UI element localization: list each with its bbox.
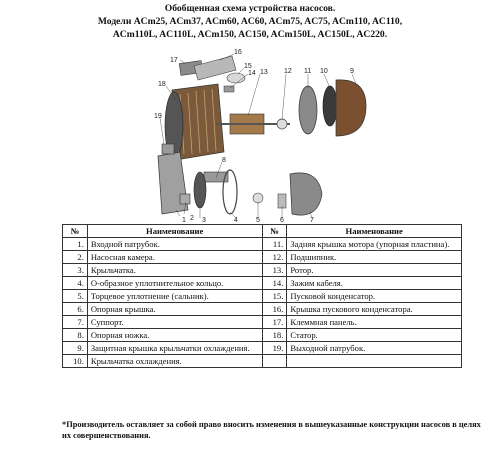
callout-17: 17 <box>170 57 178 64</box>
row-num-left: 1. <box>63 238 88 251</box>
callout-4: 4 <box>234 217 238 224</box>
outlet-port-part <box>162 144 174 154</box>
callout-10: 10 <box>320 68 328 75</box>
row-name-left: Входной патрубок. <box>87 238 262 251</box>
support-cover-part <box>278 194 286 208</box>
table-row <box>63 316 462 329</box>
callout-8: 8 <box>222 157 226 164</box>
table-row <box>63 251 462 264</box>
bracket-part <box>290 173 322 215</box>
row-num-left: 4. <box>63 277 88 290</box>
title-line-3: ACm110L, AC110L, ACm150, AC150, ACm150L, AC150L, AC220. <box>112 29 388 40</box>
title-line-1: Обобщенная схема устройства насосов. <box>164 3 336 14</box>
cooling-fan-part <box>323 86 337 126</box>
row-num-right: 13. <box>262 264 287 277</box>
row-name-left: Опорная ножка. <box>87 329 262 342</box>
row-num-left: 5. <box>63 290 88 303</box>
callout-6: 6 <box>280 217 284 224</box>
row-num-right: 14. <box>262 277 287 290</box>
fan-guard-part <box>336 80 366 136</box>
row-num-left: 8. <box>63 329 88 342</box>
header-name-left: Наименование <box>87 225 262 238</box>
table-row <box>63 355 462 368</box>
inlet-port-part <box>180 194 190 204</box>
callout-15: 15 <box>244 63 252 70</box>
row-name-right: Крышка пускового конденсатора. <box>287 303 462 316</box>
cable-clamp-part <box>224 86 234 92</box>
row-name-left: О-образное уплотнительное кольцо. <box>87 277 262 290</box>
row-num-left: 7. <box>63 316 88 329</box>
callout-9: 9 <box>350 68 354 75</box>
row-name-right: Статор. <box>287 329 462 342</box>
impeller-part <box>194 172 206 208</box>
header-num-left: № <box>63 225 88 238</box>
row-name-right: Клеммная панель. <box>287 316 462 329</box>
row-name-right: Пусковой конденсатор. <box>287 290 462 303</box>
mechanical-seal-part <box>253 193 263 203</box>
row-num-left: 9. <box>63 342 88 355</box>
callout-16: 16 <box>234 49 242 56</box>
callout-3: 3 <box>202 217 206 224</box>
row-name-left: Суппорт. <box>87 316 262 329</box>
row-name-right: Подшипник. <box>287 251 462 264</box>
row-name-left: Крыльчатка. <box>87 264 262 277</box>
footnote: *Производитель оставляет за собой право вносить изменения в вышеуказанные конструкции насосов в целях их совершенствования. <box>62 420 481 440</box>
header-name-right: Наименование <box>287 225 462 238</box>
callout-1: 1 <box>182 217 186 224</box>
row-name-left: Торцевое уплотнение (сальник). <box>87 290 262 303</box>
parts-table <box>62 224 462 368</box>
table-row <box>63 290 462 303</box>
row-num-right <box>262 355 287 368</box>
row-num-left: 3. <box>63 264 88 277</box>
table-row <box>63 342 462 355</box>
row-num-right: 18. <box>262 329 287 342</box>
row-num-left: 2. <box>63 251 88 264</box>
rear-cover-part <box>299 86 317 134</box>
pump-chamber-part <box>158 152 188 214</box>
callout-19: 19 <box>154 113 162 120</box>
bearing-part <box>277 119 287 129</box>
callout-12: 12 <box>284 68 292 75</box>
table-row <box>63 277 462 290</box>
title-line-2: Модели ACm25, ACm37, ACm60, AC60, ACm75, AC75, ACm110, AC110, <box>97 16 403 27</box>
row-num-left: 10. <box>63 355 88 368</box>
o-ring-part <box>223 170 237 214</box>
row-name-left: Опорная крышка. <box>87 303 262 316</box>
row-name-left: Насосная камера. <box>87 251 262 264</box>
table-row <box>63 238 462 251</box>
row-name-left: Крыльчатка охлаждения. <box>87 355 262 368</box>
exploded-pump-diagram <box>140 44 380 224</box>
row-num-right: 17. <box>262 316 287 329</box>
callout-18: 18 <box>158 81 166 88</box>
callout-5: 5 <box>256 217 260 224</box>
table-row <box>63 303 462 316</box>
row-num-right: 16. <box>262 303 287 316</box>
capacitor-part <box>227 73 245 83</box>
header-num-right: № <box>262 225 287 238</box>
row-name-right <box>287 355 462 368</box>
callout-11: 11 <box>304 68 312 75</box>
row-num-right: 12. <box>262 251 287 264</box>
callout-7: 7 <box>310 217 314 224</box>
row-num-right: 11. <box>262 238 287 251</box>
row-num-right: 19. <box>262 342 287 355</box>
table-row <box>63 264 462 277</box>
table-header-row <box>63 225 462 238</box>
row-name-right: Задняя крышка мотора (упорная пластина). <box>287 238 462 251</box>
callout-13: 13 <box>260 69 268 76</box>
row-num-left: 6. <box>63 303 88 316</box>
row-name-left: Защитная крышка крыльчатки охлаждения. <box>87 342 262 355</box>
callout-2: 2 <box>190 215 194 222</box>
row-name-right: Выходной патрубок. <box>287 342 462 355</box>
row-name-right: Зажим кабеля. <box>287 277 462 290</box>
table-row <box>63 329 462 342</box>
callout-14: 14 <box>248 70 256 77</box>
row-name-right: Ротор. <box>287 264 462 277</box>
row-num-right: 15. <box>262 290 287 303</box>
